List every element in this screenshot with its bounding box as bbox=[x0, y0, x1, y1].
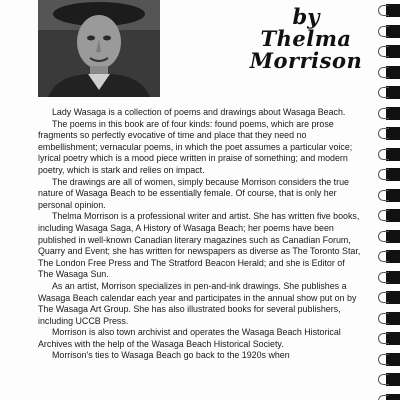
binding-ring bbox=[378, 210, 389, 221]
byline-by: by bbox=[292, 4, 320, 29]
paragraph: The drawings are all of women, simply because Morrison considers the true nature of Wasaga Beach to be essentially female. Of course, that is only her personal opinion. bbox=[38, 176, 349, 210]
paragraph: Morrison is also town archivist and operates the Wasaga Beach Historical Archives with the help of the Wasaga Beach Historical Society. bbox=[38, 327, 341, 349]
body-text bbox=[38, 107, 362, 362]
spiral-binding bbox=[378, 0, 400, 400]
binding-ring bbox=[378, 87, 389, 98]
binding-ring bbox=[378, 108, 389, 119]
binding-ring bbox=[378, 231, 389, 242]
byline-last-name: Morrison bbox=[249, 48, 363, 74]
binding-ring bbox=[378, 333, 389, 344]
binding-ring bbox=[378, 169, 389, 180]
paragraph: Thelma Morrison is a professional writer and artist. She has written five books, including Wasaga Saga, A History of Wasaga Beach; her poems have been published in well-known Canadian literary magazines such as Canadian Forum, Quarry and Event; she has written for newspapers as diverse as The Toronto Star, The London Free Press and The Stratford Beacon Herald; and she is Editor of The Wasaga Sun. bbox=[38, 211, 361, 280]
binding-ring bbox=[378, 395, 389, 400]
binding-ring bbox=[378, 313, 389, 324]
binding-ring bbox=[378, 149, 389, 160]
binding-ring bbox=[378, 190, 389, 201]
portrait-image bbox=[38, 0, 160, 97]
paragraph: Lady Wasaga is a collection of poems and drawings about Wasaga Beach. bbox=[52, 107, 346, 117]
binding-ring bbox=[378, 374, 389, 385]
binding-ring bbox=[378, 26, 389, 37]
paragraph: Morrison's ties to Wasaga Beach go back to the 1920s when bbox=[52, 350, 290, 361]
author-byline bbox=[246, 6, 366, 72]
paragraph: The poems in this book are of four kinds: found poems, which are prose fragments so perfectly evocative of time and place that they need no embellishment; vernacular poems, in which the poet assumes a particular voice; lyrical poetry which is a mood piece written in praise of something; and modern poetry, which is stark and relies on impact. bbox=[38, 118, 353, 175]
author-photo bbox=[38, 0, 160, 97]
binding-ring bbox=[378, 251, 389, 262]
binding-ring bbox=[378, 272, 389, 283]
binding-ring bbox=[378, 46, 389, 57]
byline-first-name: Thelma bbox=[260, 26, 352, 52]
paragraph: As an artist, Morrison specializes in pen-and-ink drawings. She publishes a Wasaga Beach calendar each year and participates in the annual show put on by The Wasaga Art Group. She has also illustrated books for several publishers, including UCCB Press. bbox=[38, 280, 357, 326]
binding-ring bbox=[378, 128, 389, 139]
binding-ring bbox=[378, 5, 389, 16]
binding-ring bbox=[378, 292, 389, 303]
binding-ring bbox=[378, 67, 389, 78]
binding-ring bbox=[378, 354, 389, 365]
